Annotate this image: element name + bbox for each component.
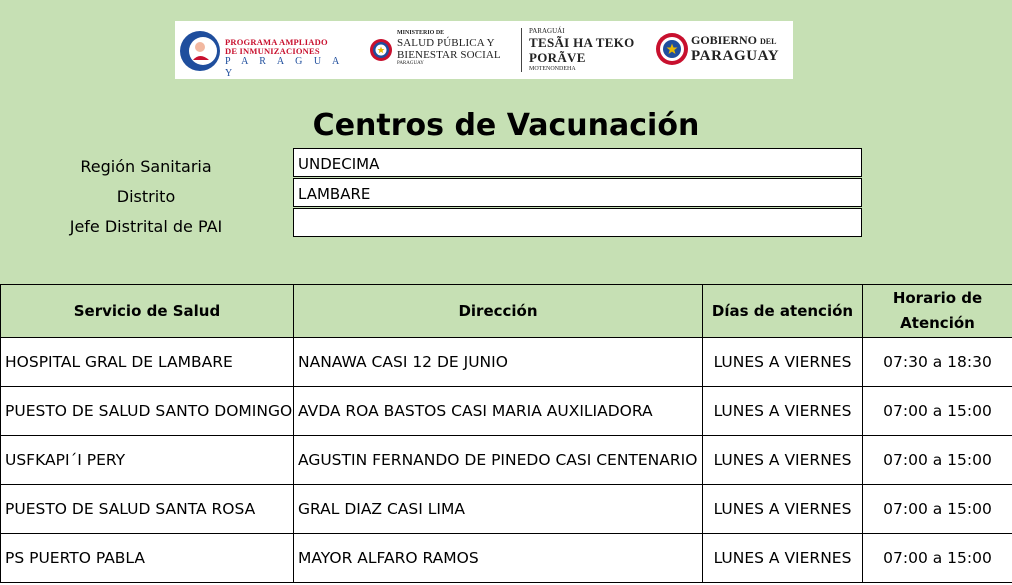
cell-horario: 07:00 a 15:00 xyxy=(863,485,1012,534)
ministerio-line-3: BIENESTAR SOCIAL xyxy=(397,49,501,61)
cell-horario: 07:30 a 18:30 xyxy=(863,338,1012,387)
cell-horario: 07:00 a 15:00 xyxy=(863,387,1012,436)
cell-dias: LUNES A VIERNES xyxy=(703,338,863,387)
tesai-line-3: PORÃVE xyxy=(529,50,586,65)
table-row xyxy=(1,387,1012,436)
gobierno-line-1: GOBIERNO xyxy=(691,33,758,47)
cell-servicio: HOSPITAL GRAL DE LAMBARE xyxy=(1,338,294,387)
cell-dias: LUNES A VIERNES xyxy=(703,485,863,534)
coat-of-arms-icon xyxy=(655,32,689,66)
cell-direccion: MAYOR ALFARO RAMOS xyxy=(294,534,703,583)
tesai-line-4: MOTENONDEHA xyxy=(529,66,576,72)
table-row xyxy=(1,534,1012,583)
logo-divider xyxy=(521,28,522,72)
cell-direccion: GRAL DIAZ CASI LIMA xyxy=(294,485,703,534)
region-value: UNDECIMA xyxy=(298,155,380,173)
col-header-direccion: Dirección xyxy=(294,285,703,338)
ministerio-logo xyxy=(365,21,515,79)
col-header-dias: Días de atención xyxy=(703,285,863,338)
distrito-value: LAMBARE xyxy=(298,185,371,203)
cell-horario: 07:00 a 15:00 xyxy=(863,534,1012,583)
cell-direccion: NANAWA CASI 12 DE JUNIO xyxy=(294,338,703,387)
jefe-field[interactable] xyxy=(293,208,862,237)
tesai-logo xyxy=(529,21,639,79)
cell-dias: LUNES A VIERNES xyxy=(703,436,863,485)
ministerio-line-4: PARAGUAY xyxy=(397,61,424,66)
cell-servicio: USFKAPI´I PERY xyxy=(1,436,294,485)
col-header-horario-line-2: Atención xyxy=(900,314,975,332)
col-header-servicio: Servicio de Salud xyxy=(1,285,294,338)
cell-servicio: PS PUERTO PABLA xyxy=(1,534,294,583)
gobierno-line-1-small: DEL xyxy=(760,37,777,46)
cell-dias: LUNES A VIERNES xyxy=(703,534,863,583)
tesai-line-1: PARAGUÁI xyxy=(529,27,565,35)
pai-logo xyxy=(175,21,355,79)
table-row xyxy=(1,436,1012,485)
header-area xyxy=(0,0,1012,284)
cell-direccion: AVDA ROA BASTOS CASI MARIA AUXILIADORA xyxy=(294,387,703,436)
distrito-field[interactable] xyxy=(293,178,862,207)
page-title: Centros de Vacunación xyxy=(312,108,700,143)
cell-dias: LUNES A VIERNES xyxy=(703,387,863,436)
cell-direccion: AGUSTIN FERNANDO DE PINEDO CASI CENTENARIO xyxy=(294,436,703,485)
cell-horario: 07:00 a 15:00 xyxy=(863,436,1012,485)
pai-line-1: PROGRAMA AMPLIADO xyxy=(225,37,328,47)
col-header-horario xyxy=(863,285,1012,338)
ministerio-line-1: MINISTERIO DE xyxy=(397,30,445,36)
gobierno-logo xyxy=(653,21,793,79)
table-header-row xyxy=(1,285,1012,338)
region-label: Región Sanitaria xyxy=(80,157,212,176)
tesai-line-2: TESÃI HA TEKO xyxy=(529,35,635,50)
vaccination-centers-table xyxy=(0,284,1012,583)
col-header-horario-line-1: Horario de xyxy=(892,289,983,307)
jefe-label: Jefe Distrital de PAI xyxy=(69,217,223,236)
seal-icon xyxy=(369,38,393,62)
gobierno-line-2: PARAGUAY xyxy=(691,48,780,64)
pai-emblem-icon xyxy=(179,30,221,72)
cell-servicio: PUESTO DE SALUD SANTO DOMINGO xyxy=(1,387,294,436)
table-row xyxy=(1,485,1012,534)
ministerio-line-2: SALUD PÚBLICA Y xyxy=(397,37,495,49)
pai-line-2: DE INMUNIZACIONES xyxy=(225,46,320,56)
table-row xyxy=(1,338,1012,387)
logo-banner xyxy=(175,21,793,79)
pai-line-3: P A R A G U A Y xyxy=(225,56,344,79)
distrito-label: Distrito xyxy=(116,187,176,206)
region-field[interactable] xyxy=(293,148,862,177)
cell-servicio: PUESTO DE SALUD SANTA ROSA xyxy=(1,485,294,534)
